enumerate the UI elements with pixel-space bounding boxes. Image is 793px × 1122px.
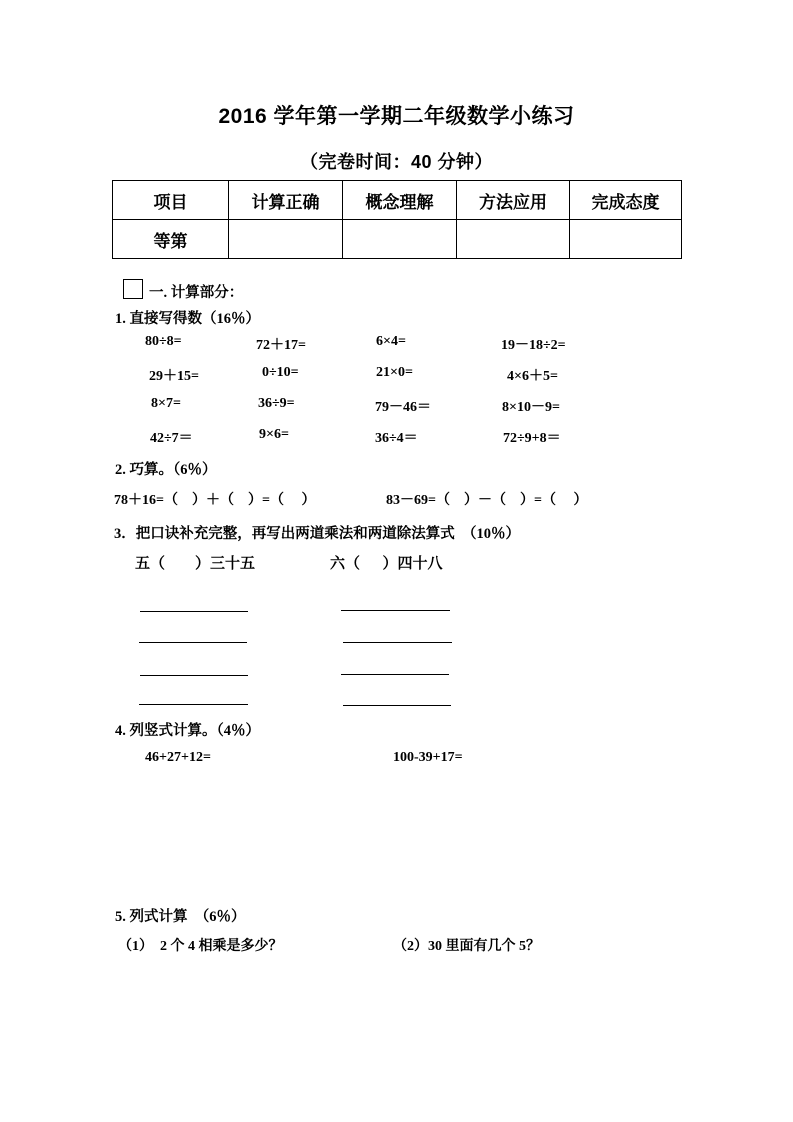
q3-answer-line[interactable] — [343, 642, 452, 643]
q1-item: 79－46＝ — [375, 400, 431, 415]
table-header-concept: 概念理解 — [343, 181, 457, 220]
q3-answer-line[interactable] — [140, 675, 248, 676]
table-header-method: 方法应用 — [457, 181, 570, 220]
q3-answer-line[interactable] — [343, 705, 451, 706]
q1-item: 36÷9= — [258, 396, 295, 411]
q1-heading: 1. 直接写得数（16％） — [115, 311, 260, 327]
q1-item: 36÷4＝ — [375, 431, 418, 446]
q1-item: 8×7= — [151, 396, 181, 411]
page-subtitle: （完卷时间：40 分钟） — [299, 152, 494, 172]
q2-item: 78＋16=（ ）＋（ ）=（ ） — [114, 493, 316, 508]
grade-cell-attitude[interactable] — [570, 220, 682, 259]
q1-item: 72÷9+8＝ — [503, 431, 561, 446]
q3-answer-line[interactable] — [139, 704, 248, 705]
q1-item: 6×4= — [376, 334, 406, 349]
q2-item: 83－69=（ ）－（ ）=（ ） — [386, 493, 588, 508]
q1-item: 72＋17= — [256, 338, 306, 353]
table-header-item: 项目 — [113, 181, 229, 220]
q5-item: （1） 2 个 4 相乘是多少？ — [118, 939, 283, 954]
q3-formula: 六（ ）四十八 — [330, 556, 443, 572]
q1-item: 0÷10= — [262, 365, 299, 380]
q3-formula: 五（ ）三十五 — [135, 556, 256, 572]
q1-item: 9×6= — [259, 427, 289, 442]
q3-answer-line[interactable] — [140, 611, 248, 612]
score-checkbox[interactable] — [123, 279, 143, 299]
q1-item: 21×0= — [376, 365, 413, 380]
page-title: 2016 学年第一学期二年级数学小练习 — [218, 105, 575, 128]
q5-item: （2）30 里面有几个 5？ — [393, 939, 540, 954]
grade-table — [112, 180, 682, 259]
table-header-attitude: 完成态度 — [570, 181, 682, 220]
q1-item: 42÷7＝ — [150, 431, 193, 446]
q5-heading: 5. 列式计算 （6％） — [115, 909, 246, 925]
q1-item: 8×10－9= — [502, 400, 560, 415]
q1-item: 4×6＋5= — [507, 369, 558, 384]
q2-heading: 2. 巧算。（6％） — [115, 462, 217, 478]
q4-heading: 4. 列竖式计算。（4％） — [115, 723, 260, 739]
table-row-headers — [113, 181, 682, 220]
q1-item: 29＋15= — [149, 369, 199, 384]
q4-item: 46+27+12= — [145, 750, 211, 765]
table-row-grades — [113, 220, 682, 259]
q4-item: 100-39+17= — [393, 750, 463, 765]
q1-item: 80÷8= — [145, 334, 182, 349]
q1-item: 19－18÷2= — [501, 338, 566, 353]
part-one-heading: 一. 计算部分： — [149, 285, 244, 301]
grade-cell-concept[interactable] — [343, 220, 457, 259]
table-row-label: 等第 — [113, 220, 229, 259]
grade-cell-calc[interactable] — [229, 220, 343, 259]
q3-answer-line[interactable] — [341, 674, 449, 675]
q3-heading: 3．把口诀补充完整，再写出两道乘法和两道除法算式 （10％） — [114, 526, 520, 542]
grade-cell-method[interactable] — [457, 220, 570, 259]
q3-answer-line[interactable] — [341, 610, 450, 611]
table-header-calc: 计算正确 — [229, 181, 343, 220]
q3-answer-line[interactable] — [139, 642, 247, 643]
